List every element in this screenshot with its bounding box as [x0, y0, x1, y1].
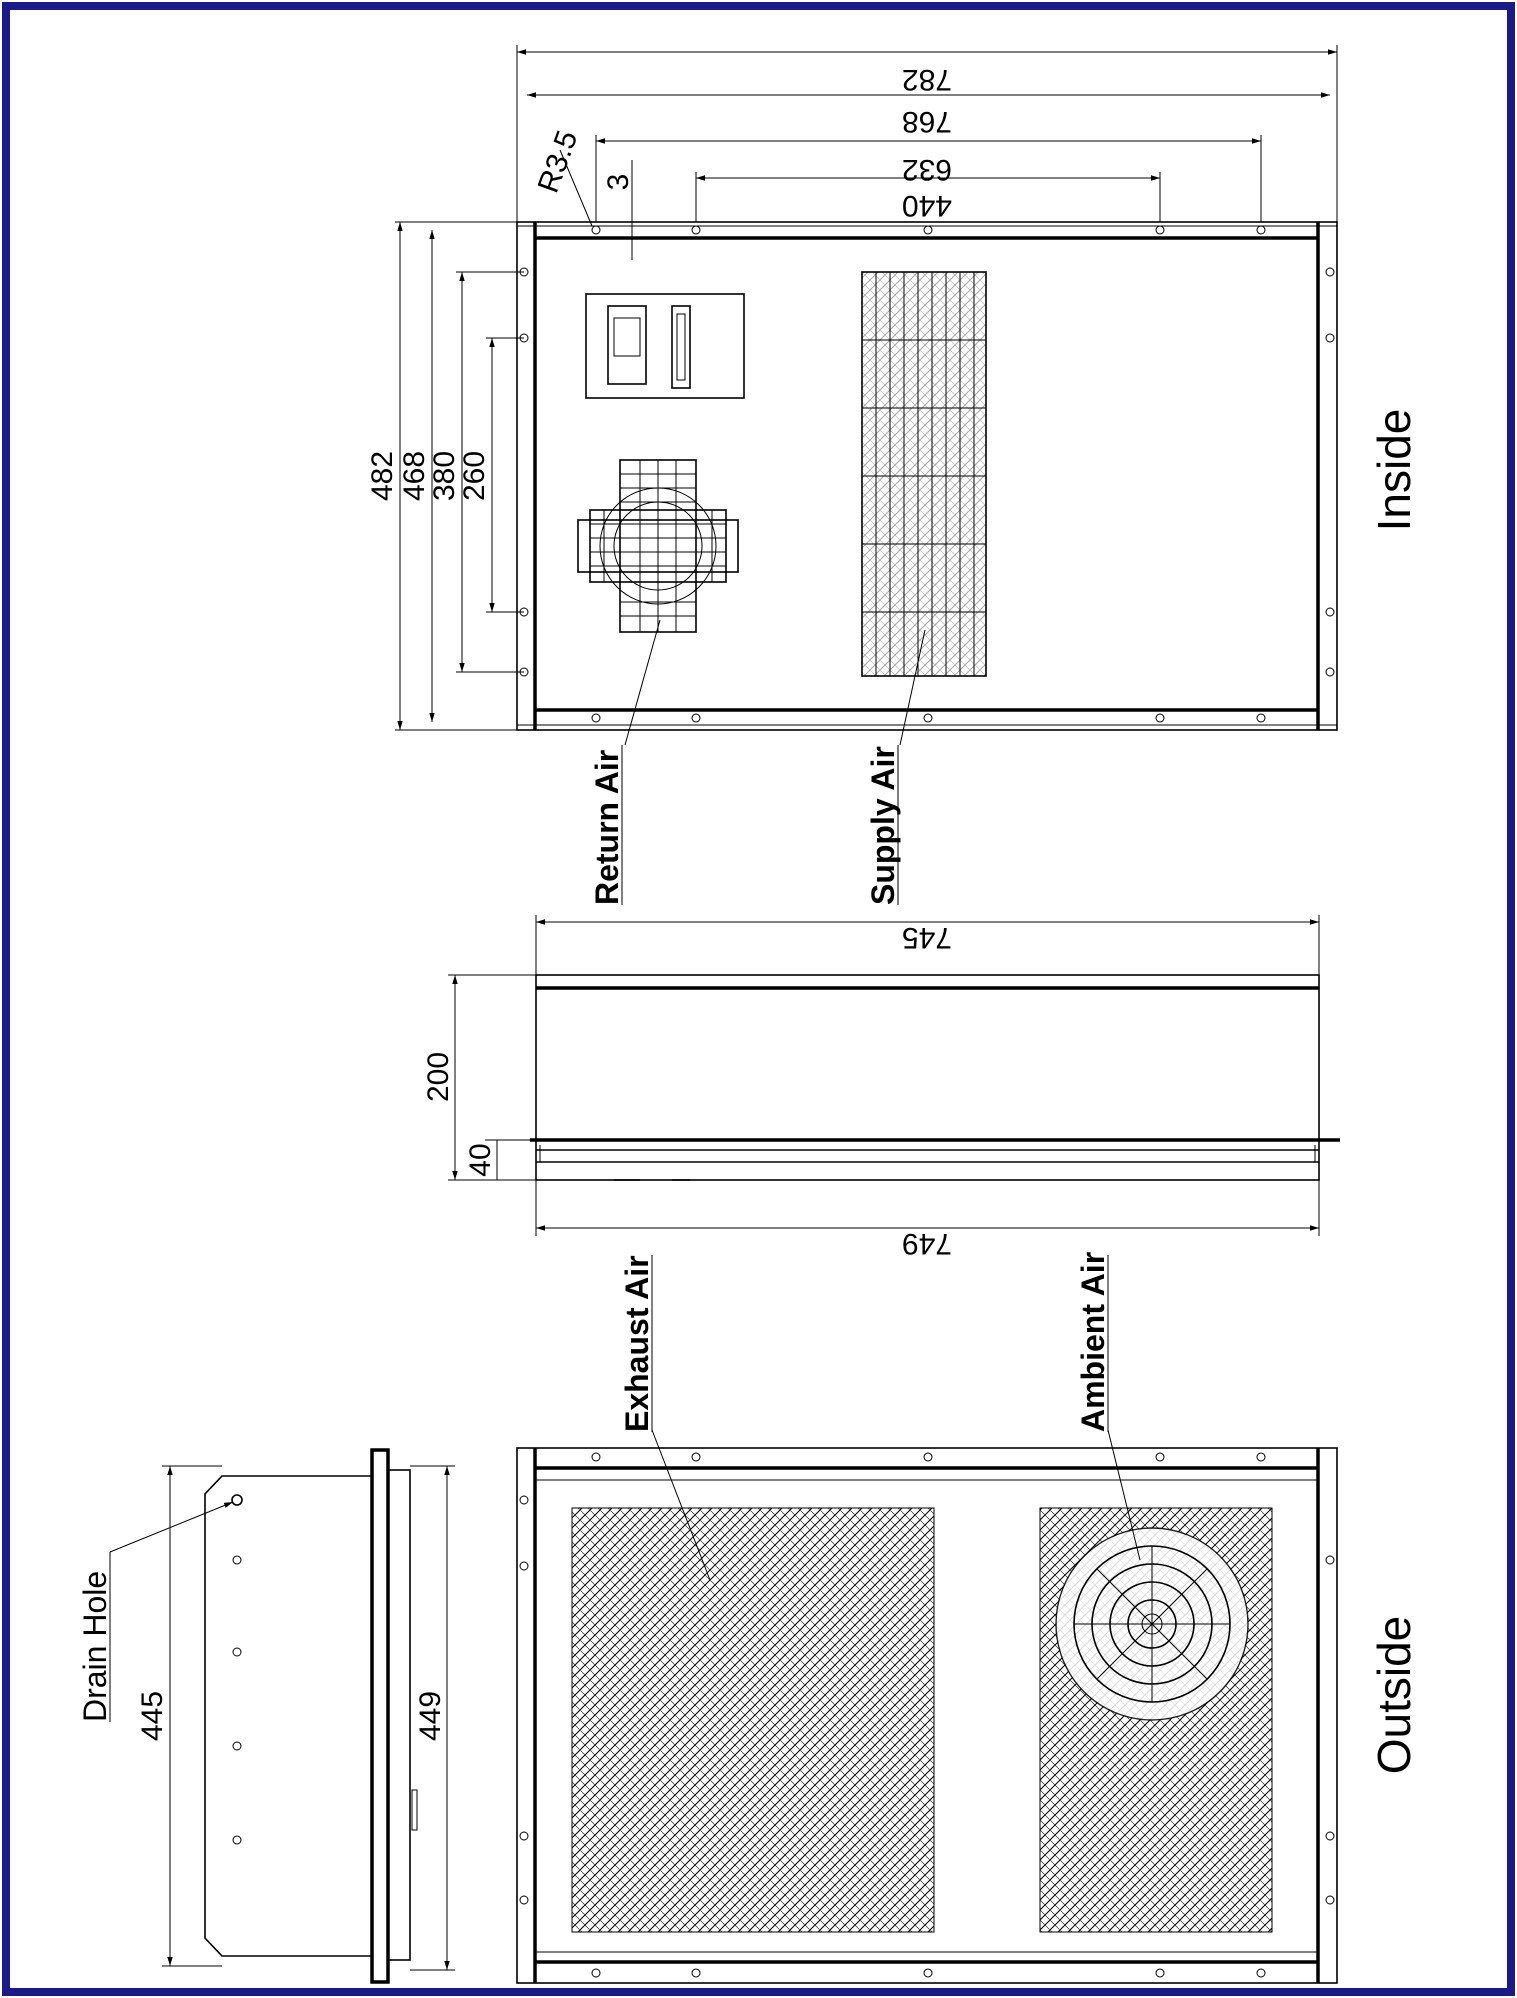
dimension-labels [136, 63, 952, 1741]
title-inside: Inside [1368, 408, 1420, 532]
dim-749: 749 [901, 1227, 953, 1260]
dim-380: 380 [428, 450, 461, 502]
dim-468: 468 [398, 450, 431, 502]
side-dimensions [448, 915, 1319, 1236]
view-titles [1368, 409, 1420, 1775]
exhaust-air-grille [572, 1508, 934, 1932]
outside-view [517, 1430, 1337, 1983]
dim-745: 745 [901, 921, 953, 954]
label-supply-air: Supply Air [865, 746, 901, 905]
label-return-air: Return Air [589, 749, 625, 905]
dim-3: 3 [602, 173, 635, 191]
dim-40: 40 [464, 1143, 497, 1177]
inside-view [517, 222, 1337, 745]
dim-449: 449 [414, 1690, 447, 1742]
title-outside: Outside [1368, 1615, 1420, 1775]
dim-260: 260 [458, 450, 491, 502]
dim-200: 200 [422, 1051, 455, 1103]
controller-panel [586, 294, 744, 398]
ambient-air-grille [1040, 1508, 1272, 1932]
dim-445: 445 [136, 1690, 169, 1742]
label-exhaust-air: Exhaust Air [619, 1255, 655, 1432]
return-air-grille [578, 460, 738, 632]
side-view [530, 975, 1340, 1180]
drain-holes [232, 1495, 242, 1844]
dim-440: 440 [901, 189, 953, 222]
dim-482: 482 [366, 450, 399, 502]
dim-782: 782 [901, 63, 953, 96]
supply-air-grille [862, 272, 986, 676]
label-drain-hole: Drain Hole [77, 1570, 113, 1722]
label-ambient-air: Ambient Air [1075, 1251, 1111, 1432]
dim-632: 632 [901, 153, 953, 186]
dim-768: 768 [901, 105, 953, 138]
dim-r3-5: R3.5 [531, 126, 585, 198]
